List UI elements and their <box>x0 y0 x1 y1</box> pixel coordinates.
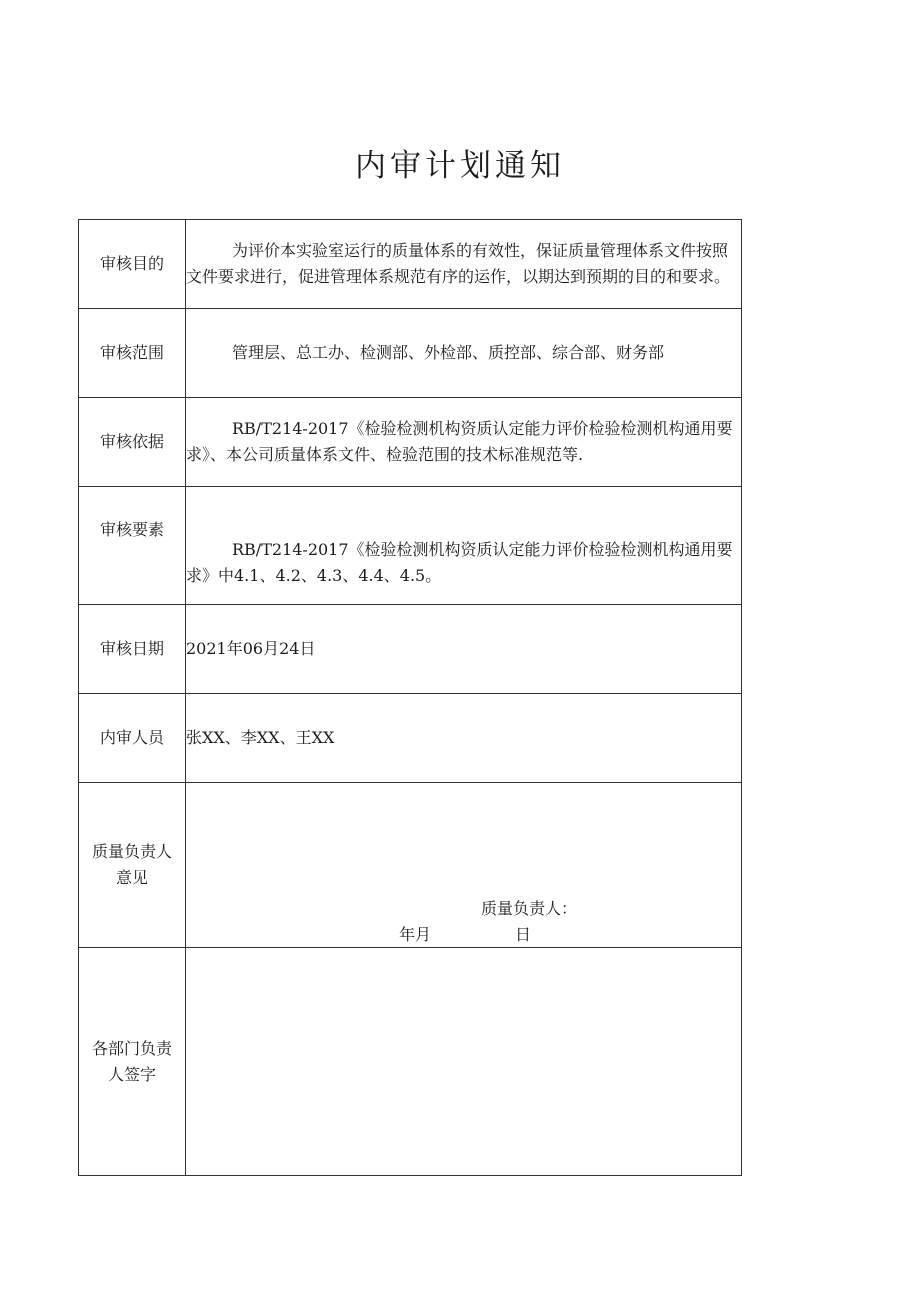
signature-date-day: 日 <box>515 925 532 944</box>
label-scope: 审核范围 <box>79 309 186 398</box>
quality-manager-signature-label: 质量负责人： <box>481 899 578 918</box>
value-scope: 管理层、总工办、检测部、外检部、质控部、综合部、财务部 <box>186 309 742 398</box>
label-signatures-line1: 各部门负责 <box>91 1038 172 1058</box>
row-purpose <box>79 220 742 309</box>
row-basis <box>79 398 742 487</box>
label-opinion-line1: 质量负责人 <box>91 842 172 861</box>
label-date: 审核日期 <box>79 605 186 694</box>
row-quality-manager-opinion <box>79 783 742 948</box>
value-auditors: 张XX、李XX、王XX <box>186 694 742 783</box>
opinion-field[interactable] <box>186 783 742 948</box>
row-elements <box>79 487 742 605</box>
value-elements: RB/T214-2017《检验检测机构资质认定能力评价检验检测机构通用要求》中4.1、4.2、4.3、4.4、4.5。 <box>186 539 733 585</box>
label-opinion-line2: 意见 <box>115 868 148 887</box>
row-scope <box>79 309 742 398</box>
label-signatures-line2: 人签字 <box>107 1064 156 1084</box>
value-purpose: 为评价本实验室运行的质量体系的有效性，保证质量管理体系文件按照文件要求进行，促进管理体系规范有序的运作，以期达到预期的目的和要求。 <box>186 220 742 309</box>
signature-date-year-month: 年月 <box>399 925 432 944</box>
page-title: 内审计划通知 <box>355 148 565 184</box>
value-elements-cell <box>186 487 742 605</box>
row-date <box>79 605 742 694</box>
department-signatures-field[interactable] <box>186 948 742 1176</box>
audit-plan-table <box>78 219 742 1176</box>
label-basis: 审核依据 <box>79 398 186 487</box>
label-purpose: 审核目的 <box>79 220 186 309</box>
label-quality-manager-opinion <box>79 783 186 948</box>
label-elements: 审核要素 <box>79 487 186 605</box>
signature-date <box>399 922 531 948</box>
row-auditors <box>79 694 742 783</box>
value-date: 2021年06月24日 <box>186 605 742 694</box>
value-basis: RB/T214-2017《检验检测机构资质认定能力评价检验检测机构通用要求》、本公司质量体系文件、检验范围的技术标准规范等. <box>186 398 742 487</box>
label-auditors: 内审人员 <box>79 694 186 783</box>
row-department-signatures <box>79 948 742 1176</box>
label-department-signatures <box>79 948 186 1176</box>
